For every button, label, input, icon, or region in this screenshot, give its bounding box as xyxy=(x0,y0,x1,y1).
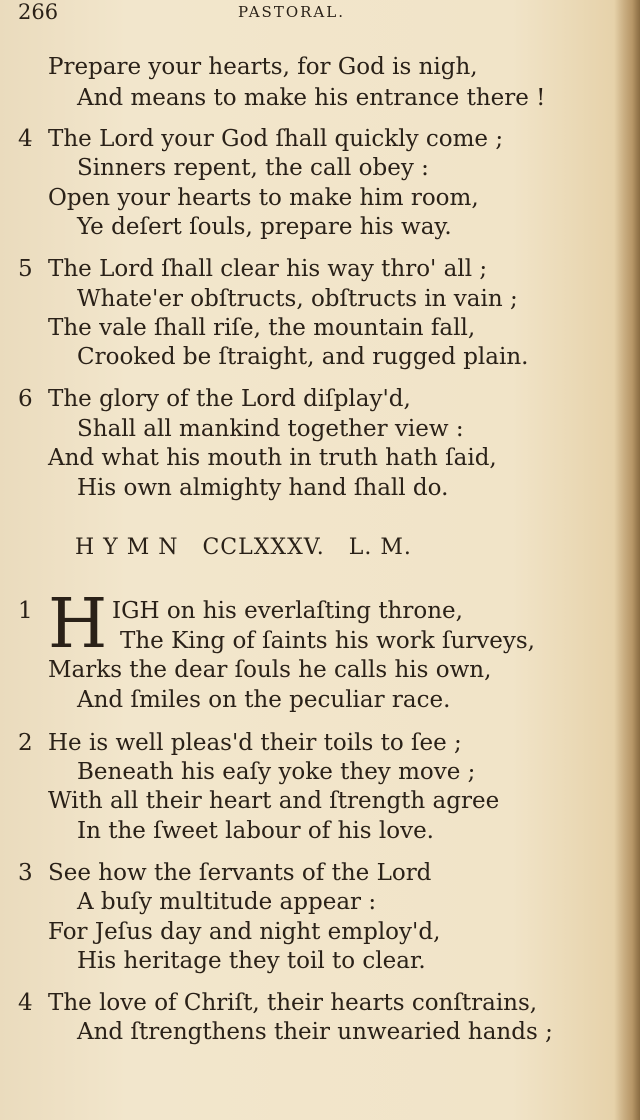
verse-line: Marks the dear ſouls he calls his own, xyxy=(48,657,492,683)
verse-number: 3 xyxy=(18,860,33,886)
verse-line: Whate'er obſtructs, obſtructs in vain ; xyxy=(77,286,518,312)
verse-line: And ſtrengthens their unwearied hands ; xyxy=(77,1019,553,1045)
verse-line: Crooked be ſtraight, and rugged plain. xyxy=(77,344,529,370)
verse-line: For Jeſus day and night employ'd, xyxy=(48,919,441,945)
verse-line: The love of Chriſt, their hearts conſtrains, xyxy=(48,990,538,1016)
verse-number: 4 xyxy=(18,126,33,152)
verse-line: With all their heart and ſtrength agree xyxy=(48,788,500,814)
verse-line: His own almighty hand ſhall do. xyxy=(77,475,449,501)
verse-line: The vale ſhall riſe, the mountain fall, xyxy=(48,315,476,341)
verse-line: And means to make his entrance there ! xyxy=(77,85,546,111)
verse-number: 2 xyxy=(18,730,33,756)
verse-line: The Lord ſhall clear his way thro' all ; xyxy=(48,256,488,282)
verse-number: 6 xyxy=(18,386,33,412)
verse-line: See how the ſervants of the Lord xyxy=(48,860,432,886)
verse-line: Open your hearts to make him room, xyxy=(48,185,479,211)
verse-line: Prepare your hearts, for God is nigh, xyxy=(48,54,478,80)
verse-line: Ye deſert ſouls, prepare his way. xyxy=(77,214,452,240)
verse-line: In the ſweet labour of his love. xyxy=(77,818,434,844)
verse-line: The glory of the Lord diſplay'd, xyxy=(48,386,411,412)
verse-line: Beneath his eaſy yoke they move ; xyxy=(77,759,476,785)
verse-line: The King of ſaints his work ſurveys, xyxy=(120,628,535,654)
verse-number: 4 xyxy=(18,990,33,1016)
verse-line: A buſy multitude appear : xyxy=(77,889,377,915)
page-number: 266 xyxy=(18,0,59,24)
verse-line: He is well pleas'd their toils to ſee ; xyxy=(48,730,462,756)
verse-line: Shall all mankind together view : xyxy=(77,416,464,442)
verse-number: 1 xyxy=(18,598,33,624)
drop-cap-letter: H xyxy=(48,585,108,664)
hymn-number: CCLXXXV. xyxy=(202,535,325,560)
verse-line: And what his mouth in truth hath ſaid, xyxy=(48,445,497,471)
verse-line: Sinners repent, the call obey : xyxy=(77,155,429,181)
page-edge-shading xyxy=(614,0,640,1120)
running-head: PASTORAL. xyxy=(238,3,345,21)
hymn-title xyxy=(75,535,428,560)
verse-line: IGH on his everlaſting throne, xyxy=(112,598,463,624)
hymn-title-label: H Y M N xyxy=(75,535,179,560)
hymn-meter: L. M. xyxy=(348,535,412,560)
verse-line: His heritage they toil to clear. xyxy=(77,948,426,974)
verse-number: 5 xyxy=(18,256,33,282)
verse-line: And ſmiles on the peculiar race. xyxy=(77,687,451,713)
page-header xyxy=(0,0,640,30)
verse-line: The Lord your God ſhall quickly come ; xyxy=(48,126,504,152)
